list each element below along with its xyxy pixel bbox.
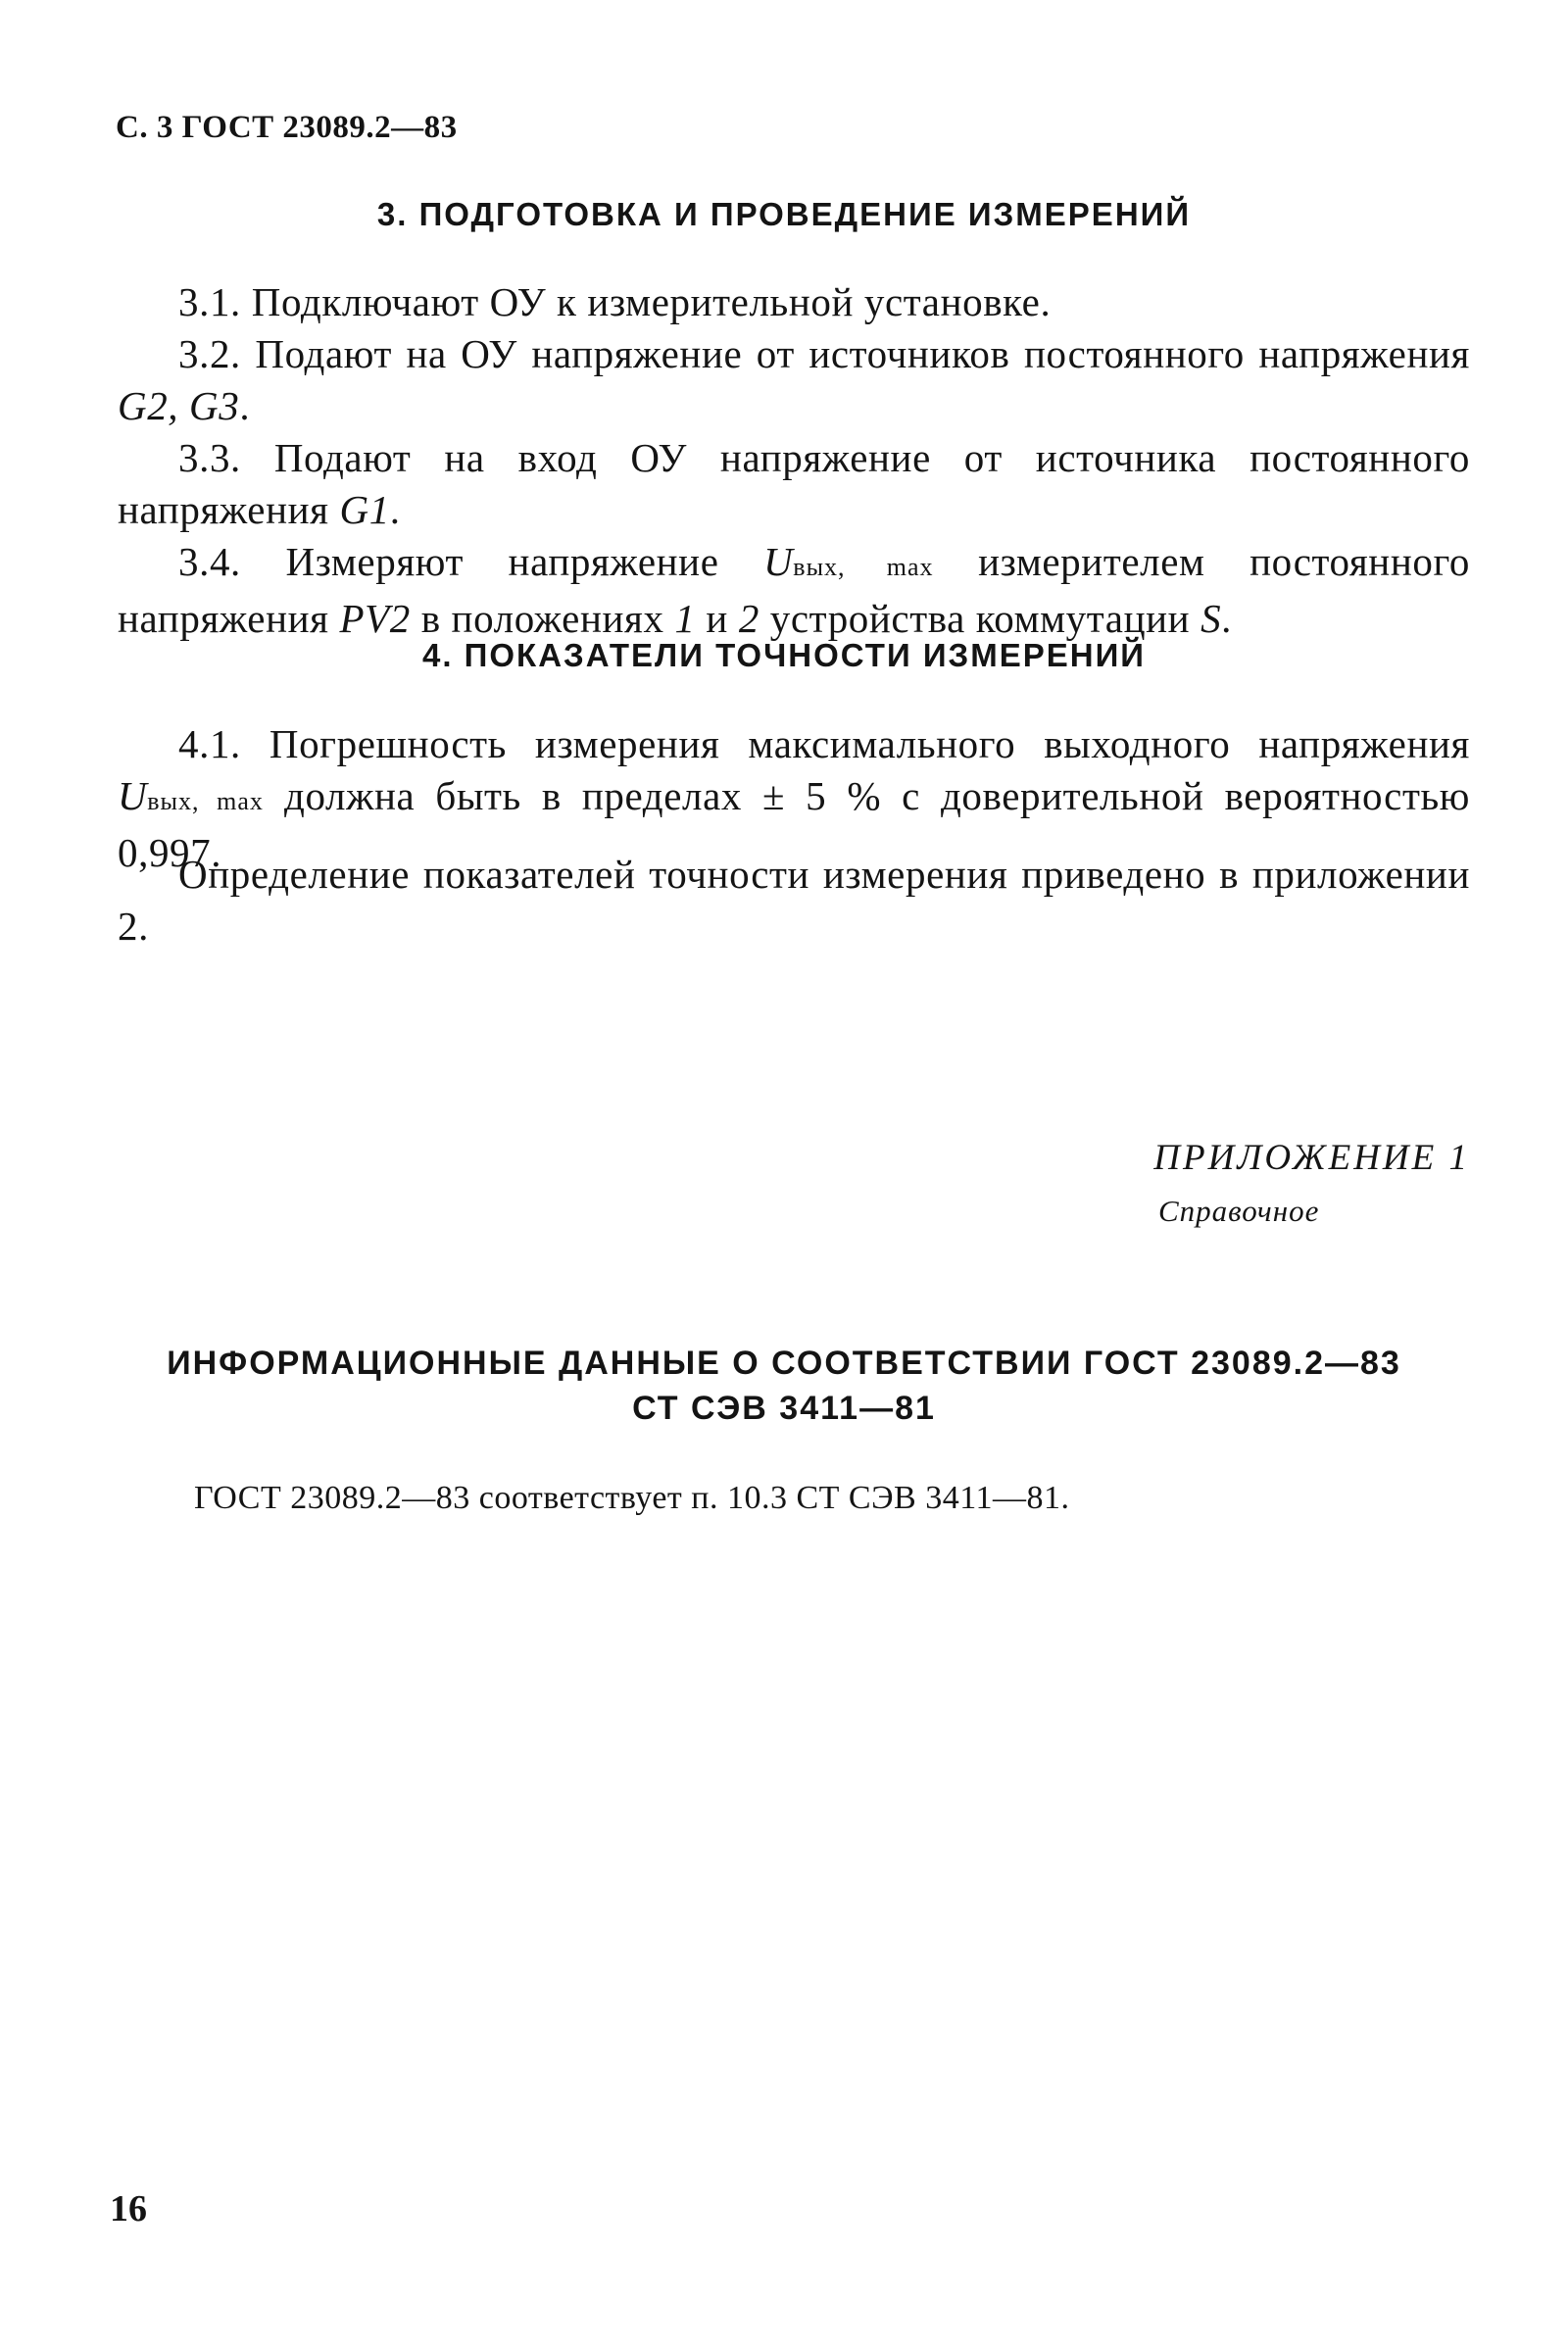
paragraph-3-4-text-d: и	[695, 596, 739, 641]
section-4-title: 4. ПОКАЗАТЕЛИ ТОЧНОСТИ ИЗМЕРЕНИЙ	[421, 637, 1147, 673]
appendix-label: ПРИЛОЖЕНИЕ 1	[1153, 1138, 1470, 1178]
paragraph-3-4-end: .	[1221, 596, 1233, 641]
paragraph-3-1	[118, 276, 1470, 328]
paragraph-4-2-text: Определение показателей точности измерения приведено в приложении 2.	[118, 852, 1470, 949]
paragraph-3-3	[118, 432, 1470, 536]
paragraph-3-4	[118, 536, 1470, 645]
paragraph-3-4-position-1: 1	[674, 596, 696, 641]
appendix-text: ГОСТ 23089.2—83 соответствует п. 10.3 СТ СЭВ 3411—81.	[194, 1480, 1070, 1516]
paragraph-3-4-symbol-u: U	[763, 539, 794, 584]
paragraph-3-4-position-2: 2	[738, 596, 760, 641]
paragraph-3-4-text-a: 3.4. Измеряют напряжение	[178, 539, 764, 584]
paragraph-4-1-symbol-u: U	[118, 773, 148, 818]
paragraph-4-1-text-b: должна быть в пределах ± 5 % с доверительной вероятностью 0,997.	[118, 773, 1470, 875]
appendix-title-line-1: ИНФОРМАЦИОННЫЕ ДАННЫЕ О СООТВЕТСТВИИ ГОСТ 23089.2—83	[167, 1345, 1401, 1382]
paragraph-3-3-source: G1	[339, 487, 390, 532]
paragraph-3-3-text: 3.3. Подают на вход ОУ напряжение от источника постоянного напряжения	[118, 435, 1470, 532]
paragraph-3-1-text: 3.1. Подключают ОУ к измерительной установке.	[178, 279, 1052, 324]
paragraph-4-2	[118, 849, 1470, 953]
paragraph-3-2	[118, 328, 1470, 432]
paragraph-4-1-text-a: 4.1. Погрешность измерения максимального выходного напряжения	[178, 721, 1470, 766]
appendix-title-line-2: СТ СЭВ 3411—81	[632, 1390, 936, 1427]
paragraph-3-4-text-c: в положениях	[410, 596, 675, 641]
section-3-title: 3. ПОДГОТОВКА И ПРОВЕДЕНИЕ ИЗМЕРЕНИЙ	[376, 196, 1192, 232]
paragraph-3-4-text-b: измерителем постоянного напряжения	[118, 539, 1470, 641]
paragraph-3-4-text-e: устройства коммутации	[759, 596, 1201, 641]
paragraph-3-2-end: .	[239, 383, 251, 428]
appendix-type: Справочное	[1158, 1194, 1320, 1228]
running-header: С. 3 ГОСТ 23089.2—83	[116, 110, 458, 145]
paragraph-3-3-end: .	[389, 487, 401, 532]
paragraph-3-4-meter: PV2	[339, 596, 411, 641]
paragraph-3-2-sources: G2, G3	[118, 383, 240, 428]
paragraph-3-2-text: 3.2. Подают на ОУ напряжение от источников постоянного напряжения	[178, 331, 1470, 376]
paragraph-3-4-subscript: вых, max	[793, 553, 934, 581]
page-number: 16	[110, 2188, 147, 2229]
paragraph-3-4-switch: S	[1200, 596, 1222, 641]
paragraph-4-1-subscript: вых, max	[147, 787, 264, 815]
